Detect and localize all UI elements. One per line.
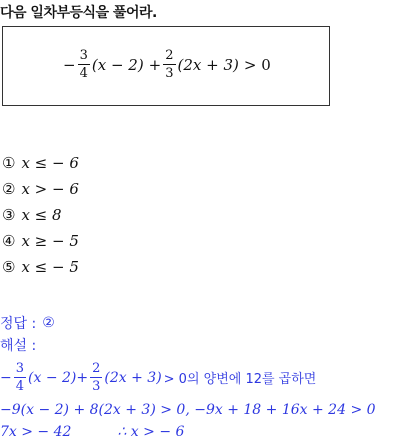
choice-mark: ②: [2, 180, 16, 198]
parenthesis-term-1: (x − 2): [28, 369, 77, 386]
choice-text: x > − 6: [21, 180, 79, 198]
answer-label: 정답 :: [0, 316, 37, 332]
parenthesis-term-2: (2x + 3): [104, 369, 162, 386]
solution-step-1: [0, 362, 316, 393]
plus-sign: +: [76, 369, 89, 386]
solution-step-3: [0, 424, 184, 440]
explanation-label: 해설 :: [0, 338, 37, 354]
fraction-numerator: 2: [92, 361, 101, 376]
choice-text: x ≤ − 5: [21, 258, 79, 276]
fraction-three-quarters: [14, 362, 26, 393]
fraction-denominator: 3: [165, 66, 174, 81]
fraction-numerator: 2: [165, 48, 174, 63]
answer-line: [0, 312, 55, 334]
choice-mark: ③: [2, 206, 16, 224]
fraction-numerator: 3: [15, 361, 25, 376]
inequality-box: [2, 26, 330, 106]
choice-4[interactable]: [2, 228, 79, 254]
fraction-denominator: 4: [79, 66, 88, 81]
fraction-two-thirds: [90, 362, 102, 393]
step3-part-a: 7x > − 42: [0, 424, 72, 440]
choice-mark: ④: [2, 232, 16, 250]
fraction-denominator: 4: [15, 379, 25, 394]
plus-sign: +: [148, 55, 162, 74]
fraction-two-thirds: [163, 49, 175, 80]
choice-3[interactable]: [2, 202, 79, 228]
fraction-numerator: 3: [79, 48, 88, 63]
choice-2[interactable]: [2, 176, 79, 202]
fraction-three-quarters: [78, 49, 90, 80]
step3-part-b: ∴ x > − 6: [117, 424, 185, 440]
choice-1[interactable]: [2, 150, 79, 176]
minus-sign: −: [63, 55, 76, 74]
choice-text: x ≤ 8: [21, 206, 62, 224]
choice-5[interactable]: [2, 254, 79, 280]
choice-mark: ①: [2, 154, 16, 172]
solution-step-2: −9(x − 2) + 8(2x + 3) > 0, −9x + 18 + 16x + 24 > 0: [0, 402, 376, 418]
step1-tail: > 0의 양변에 12를 곱하면: [163, 372, 317, 387]
choice-text: x ≥ − 5: [21, 232, 79, 250]
minus-sign: −: [0, 369, 12, 386]
parenthesis-term-2: (2x + 3): [177, 55, 239, 74]
explanation-label-line: [0, 334, 55, 356]
fraction-denominator: 3: [92, 379, 101, 394]
question-title: 다음 일차부등식을 풀어라.: [0, 5, 157, 21]
choice-list: [2, 150, 79, 280]
parenthesis-term-1: (x − 2): [91, 55, 144, 74]
choice-mark: ⑤: [2, 258, 16, 276]
choice-text: x ≤ − 6: [21, 154, 79, 172]
inequality-expression: [63, 49, 271, 80]
answer-mark: ②: [42, 315, 55, 331]
answer-section: [0, 312, 55, 356]
inequality-rhs: > 0: [243, 55, 271, 74]
